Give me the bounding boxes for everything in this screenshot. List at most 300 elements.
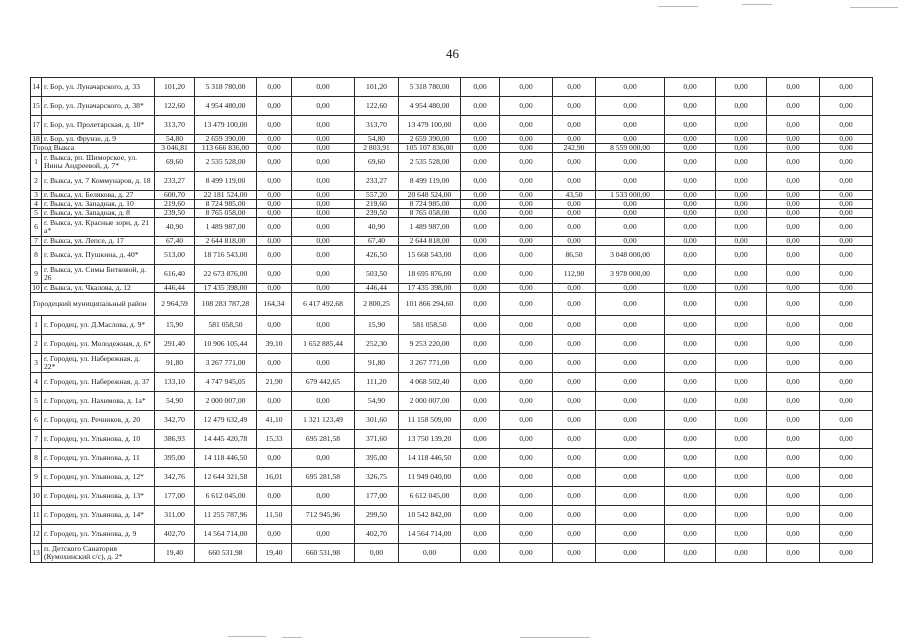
value-cell: 0,00 xyxy=(257,218,292,237)
value-cell: 0,00 xyxy=(292,144,355,153)
value-cell: 91,80 xyxy=(155,354,195,373)
row-number: 4 xyxy=(31,373,42,392)
value-cell: 0,00 xyxy=(820,373,873,392)
value-cell: 0,00 xyxy=(716,191,767,200)
value-cell: 0,00 xyxy=(820,153,873,172)
value-cell: 0,00 xyxy=(820,172,873,191)
value-cell: 446,44 xyxy=(355,284,399,293)
value-cell: 0,00 xyxy=(716,200,767,209)
value-cell: 133,10 xyxy=(155,373,195,392)
row-number: 6 xyxy=(31,411,42,430)
value-cell: 0,00 xyxy=(292,525,355,544)
value-cell: 5 318 780,00 xyxy=(399,78,461,97)
value-cell: 0,00 xyxy=(716,449,767,468)
address-cell: г. Выкса, ул. Пушкина, д. 40* xyxy=(42,246,155,265)
value-cell: 342,76 xyxy=(155,468,195,487)
value-cell: 3 048 000,00 xyxy=(596,246,665,265)
value-cell: 0,00 xyxy=(500,135,553,144)
value-cell: 0,00 xyxy=(665,97,716,116)
value-cell: 291,40 xyxy=(155,335,195,354)
value-cell: 712 945,96 xyxy=(292,506,355,525)
value-cell: 8 499 119,00 xyxy=(195,172,257,191)
value-cell: 0,00 xyxy=(257,392,292,411)
value-cell: 122,60 xyxy=(155,97,195,116)
value-cell: 22 181 524,00 xyxy=(195,191,257,200)
value-cell: 0,00 xyxy=(500,191,553,200)
value-cell: 0,00 xyxy=(500,78,553,97)
value-cell: 105 107 836,00 xyxy=(399,144,461,153)
value-cell: 0,00 xyxy=(292,237,355,246)
table-row xyxy=(31,449,873,468)
value-cell: 0,00 xyxy=(596,153,665,172)
value-cell: 0,00 xyxy=(665,135,716,144)
value-cell: 0,00 xyxy=(596,116,665,135)
value-cell: 54,90 xyxy=(155,392,195,411)
value-cell: 39,10 xyxy=(257,335,292,354)
value-cell: 0,00 xyxy=(553,525,596,544)
value-cell: 0,00 xyxy=(292,284,355,293)
address-cell: г. Городец, ул. Д.Маслова, д. 9* xyxy=(42,316,155,335)
value-cell: 0,00 xyxy=(553,237,596,246)
value-cell: 0,00 xyxy=(292,246,355,265)
value-cell: 342,70 xyxy=(155,411,195,430)
value-cell: 113 666 836,00 xyxy=(195,144,257,153)
value-cell: 446,44 xyxy=(155,284,195,293)
table-row xyxy=(31,284,873,293)
value-cell: 0,00 xyxy=(820,430,873,449)
value-cell: 0,00 xyxy=(665,430,716,449)
table-row xyxy=(31,97,873,116)
value-cell: 0,00 xyxy=(665,172,716,191)
value-cell: 1 533 000,00 xyxy=(596,191,665,200)
value-cell: 11,50 xyxy=(257,506,292,525)
subtotal-row xyxy=(31,144,873,153)
table-row xyxy=(31,506,873,525)
value-cell: 0,00 xyxy=(665,506,716,525)
address-cell: г. Выкса, ул. Красные зори, д. 21 а* xyxy=(42,218,155,237)
value-cell: 101 866 294,60 xyxy=(399,293,461,316)
value-cell: 0,00 xyxy=(665,116,716,135)
value-cell: 0,00 xyxy=(257,284,292,293)
value-cell: 0,00 xyxy=(500,430,553,449)
value-cell: 43,50 xyxy=(553,191,596,200)
value-cell: 0,00 xyxy=(820,116,873,135)
address-cell: г. Выкса, ул. Чкалова, д. 12 xyxy=(42,284,155,293)
value-cell: 3 046,81 xyxy=(155,144,195,153)
value-cell: 0,00 xyxy=(665,144,716,153)
value-cell: 12 479 632,49 xyxy=(195,411,257,430)
table-row xyxy=(31,153,873,172)
value-cell: 0,00 xyxy=(716,487,767,506)
row-number: 1 xyxy=(31,153,42,172)
value-cell: 3 978 000,00 xyxy=(596,265,665,284)
value-cell: 0,00 xyxy=(665,335,716,354)
value-cell: 0,00 xyxy=(257,487,292,506)
address-cell: г. Городец, ул. Набережная, д. 37 xyxy=(42,373,155,392)
table-row xyxy=(31,172,873,191)
value-cell: 12 644 321,58 xyxy=(195,468,257,487)
value-cell: 0,00 xyxy=(596,373,665,392)
value-cell: 0,00 xyxy=(820,246,873,265)
value-cell: 91,80 xyxy=(355,354,399,373)
value-cell: 0,00 xyxy=(500,209,553,218)
value-cell: 0,00 xyxy=(596,209,665,218)
value-cell: 0,00 xyxy=(257,316,292,335)
value-cell: 0,00 xyxy=(500,246,553,265)
row-number: 4 xyxy=(31,200,42,209)
value-cell: 0,00 xyxy=(767,392,820,411)
value-cell: 0,00 xyxy=(767,544,820,563)
district-name: Город Выкса xyxy=(31,144,155,153)
value-cell: 0,00 xyxy=(716,144,767,153)
value-cell: 4 747 945,05 xyxy=(195,373,257,392)
value-cell: 0,00 xyxy=(665,153,716,172)
value-cell: 0,00 xyxy=(461,209,500,218)
value-cell: 0,00 xyxy=(553,200,596,209)
row-number: 6 xyxy=(31,218,42,237)
row-number: 10 xyxy=(32,283,40,292)
value-cell: 0,00 xyxy=(665,468,716,487)
value-cell: 0,00 xyxy=(596,487,665,506)
value-cell: 0,00 xyxy=(820,265,873,284)
value-cell: 0,00 xyxy=(665,265,716,284)
address-cell: г. Городец, ул. Ульянова, д. 13* xyxy=(42,487,155,506)
value-cell: 8 765 058,00 xyxy=(195,209,257,218)
value-cell: 386,93 xyxy=(155,430,195,449)
value-cell: 0,00 xyxy=(553,135,596,144)
value-cell: 311,00 xyxy=(155,506,195,525)
district-name: Городецкий муниципальный район xyxy=(31,293,155,316)
value-cell: 122,60 xyxy=(355,97,399,116)
value-cell: 0,00 xyxy=(461,373,500,392)
value-cell: 0,00 xyxy=(596,293,665,316)
value-cell: 0,00 xyxy=(820,200,873,209)
value-cell: 0,00 xyxy=(596,200,665,209)
value-cell: 69,60 xyxy=(155,153,195,172)
value-cell: 0,00 xyxy=(665,246,716,265)
value-cell: 0,00 xyxy=(767,116,820,135)
value-cell: 164,34 xyxy=(257,293,292,316)
address-cell: г. Бор, ул. Фрунзе, д. 9 xyxy=(42,135,155,144)
row-number: 3 xyxy=(31,191,42,200)
value-cell: 0,00 xyxy=(596,284,665,293)
value-cell: 695 281,58 xyxy=(292,430,355,449)
value-cell: 0,00 xyxy=(820,209,873,218)
value-cell: 0,00 xyxy=(500,200,553,209)
value-cell: 0,00 xyxy=(461,544,500,563)
value-cell: 0,00 xyxy=(461,468,500,487)
value-cell: 0,00 xyxy=(767,209,820,218)
value-cell: 0,00 xyxy=(553,78,596,97)
value-cell: 695 281,58 xyxy=(292,468,355,487)
value-cell: 0,00 xyxy=(596,135,665,144)
row-number: 8 xyxy=(31,449,42,468)
value-cell: 3 267 771,00 xyxy=(399,354,461,373)
value-cell: 0,00 xyxy=(257,78,292,97)
table-row xyxy=(31,78,873,97)
value-cell: 0,00 xyxy=(716,97,767,116)
value-cell: 0,00 xyxy=(355,544,399,563)
row-number: 7 xyxy=(31,237,42,246)
page-number: 46 xyxy=(446,46,459,61)
value-cell: 6 417 492,68 xyxy=(292,293,355,316)
value-cell: 0,00 xyxy=(767,265,820,284)
value-cell: 3 267 771,00 xyxy=(195,354,257,373)
value-cell: 8 559 000,00 xyxy=(596,144,665,153)
value-cell: 0,00 xyxy=(767,354,820,373)
value-cell: 86,50 xyxy=(553,246,596,265)
value-cell: 2 644 818,00 xyxy=(195,237,257,246)
value-cell: 0,00 xyxy=(292,135,355,144)
value-cell: 0,00 xyxy=(767,172,820,191)
value-cell: 0,00 xyxy=(461,172,500,191)
table-row xyxy=(31,209,873,218)
value-cell: 19,40 xyxy=(155,544,195,563)
value-cell: 0,00 xyxy=(665,209,716,218)
value-cell: 0,00 xyxy=(500,284,553,293)
value-cell: 0,00 xyxy=(767,449,820,468)
value-cell: 0,00 xyxy=(500,449,553,468)
table-row xyxy=(31,237,873,246)
table-row xyxy=(31,246,873,265)
value-cell: 616,40 xyxy=(155,265,195,284)
address-cell: г. Городец, ул. Ульянова, д. 10 xyxy=(42,430,155,449)
value-cell: 0,00 xyxy=(500,97,553,116)
value-cell: 0,00 xyxy=(500,468,553,487)
value-cell: 9 253 220,00 xyxy=(399,335,461,354)
value-cell: 0,00 xyxy=(665,487,716,506)
value-cell: 0,00 xyxy=(257,209,292,218)
value-cell: 0,00 xyxy=(553,209,596,218)
value-cell: 0,00 xyxy=(553,430,596,449)
value-cell: 0,00 xyxy=(596,335,665,354)
value-cell: 0,00 xyxy=(292,191,355,200)
value-cell: 0,00 xyxy=(596,449,665,468)
value-cell: 0,00 xyxy=(461,411,500,430)
table-row xyxy=(31,430,873,449)
value-cell: 13 479 100,00 xyxy=(399,116,461,135)
scan-edge-line-top-far xyxy=(850,7,898,8)
value-cell: 0,00 xyxy=(716,392,767,411)
value-cell: 0,00 xyxy=(257,449,292,468)
row-number: 2 xyxy=(31,172,42,191)
value-cell: 0,00 xyxy=(716,116,767,135)
row-number: 8 xyxy=(31,246,42,265)
value-cell: 0,00 xyxy=(257,237,292,246)
value-cell: 0,00 xyxy=(820,218,873,237)
value-cell: 402,70 xyxy=(155,525,195,544)
value-cell: 301,60 xyxy=(355,411,399,430)
value-cell: 5 318 780,00 xyxy=(195,78,257,97)
value-cell: 0,00 xyxy=(767,468,820,487)
value-cell: 2 659 390,00 xyxy=(195,135,257,144)
value-cell: 0,00 xyxy=(716,316,767,335)
value-cell: 8 765 058,00 xyxy=(399,209,461,218)
value-cell: 2 000 007,00 xyxy=(195,392,257,411)
value-cell: 581 058,50 xyxy=(399,316,461,335)
value-cell: 17 435 398,00 xyxy=(399,284,461,293)
value-cell: 0,00 xyxy=(596,392,665,411)
value-cell: 239,50 xyxy=(355,209,399,218)
value-cell: 0,00 xyxy=(461,506,500,525)
address-cell: п. Детского Санатория (Кумохинский с/с), д. 2* xyxy=(42,544,155,563)
value-cell: 18 695 876,00 xyxy=(399,265,461,284)
value-cell: 0,00 xyxy=(767,525,820,544)
value-cell: 0,00 xyxy=(716,525,767,544)
table-row xyxy=(31,411,873,430)
value-cell: 0,00 xyxy=(716,506,767,525)
value-cell: 600,70 xyxy=(155,191,195,200)
value-cell: 0,00 xyxy=(665,373,716,392)
value-cell: 0,00 xyxy=(716,544,767,563)
value-cell: 0,00 xyxy=(553,316,596,335)
value-cell: 660 531,98 xyxy=(292,544,355,563)
value-cell: 0,00 xyxy=(500,218,553,237)
value-cell: 0,00 xyxy=(292,449,355,468)
value-cell: 0,00 xyxy=(665,293,716,316)
value-cell: 299,50 xyxy=(355,506,399,525)
value-cell: 0,00 xyxy=(767,97,820,116)
value-cell: 8 499 119,00 xyxy=(399,172,461,191)
value-cell: 0,00 xyxy=(716,293,767,316)
value-cell: 0,00 xyxy=(767,78,820,97)
row-number: 12 xyxy=(31,525,42,544)
value-cell: 1 652 885,44 xyxy=(292,335,355,354)
value-cell: 0,00 xyxy=(553,218,596,237)
value-cell: 0,00 xyxy=(820,411,873,430)
value-cell: 111,20 xyxy=(355,373,399,392)
value-cell: 11 255 787,96 xyxy=(195,506,257,525)
value-cell: 0,00 xyxy=(767,373,820,392)
value-cell: 0,00 xyxy=(553,449,596,468)
value-cell: 20 648 524,00 xyxy=(399,191,461,200)
address-cell: г. Городец, ул. Ульянова, д. 14* xyxy=(42,506,155,525)
row-number: 1 xyxy=(31,316,42,335)
value-cell: 15,90 xyxy=(155,316,195,335)
value-cell: 41,10 xyxy=(257,411,292,430)
value-cell: 21,90 xyxy=(257,373,292,392)
value-cell: 0,00 xyxy=(461,316,500,335)
value-cell: 6 612 045,00 xyxy=(195,487,257,506)
address-cell: г. Городец, ул. Ульянова, д. 9 xyxy=(42,525,155,544)
value-cell: 10 906 105,44 xyxy=(195,335,257,354)
value-cell: 0,00 xyxy=(461,144,500,153)
subtotal-row xyxy=(31,293,873,316)
value-cell: 0,00 xyxy=(553,172,596,191)
value-cell: 0,00 xyxy=(461,200,500,209)
value-cell: 0,00 xyxy=(257,153,292,172)
row-number: 7 xyxy=(31,430,42,449)
value-cell: 0,00 xyxy=(292,392,355,411)
scan-edge-line-bottom-2 xyxy=(282,637,302,638)
value-cell: 402,70 xyxy=(355,525,399,544)
value-cell: 0,00 xyxy=(553,506,596,525)
value-cell: 0,00 xyxy=(767,191,820,200)
value-cell: 313,70 xyxy=(155,116,195,135)
value-cell: 0,00 xyxy=(716,335,767,354)
value-cell: 0,00 xyxy=(716,78,767,97)
address-cell: г. Городец, ул. Речников, д. 20 xyxy=(42,411,155,430)
value-cell: 0,00 xyxy=(596,237,665,246)
scan-edge-line-top-right xyxy=(658,6,698,7)
value-cell: 0,00 xyxy=(257,525,292,544)
value-cell: 326,75 xyxy=(355,468,399,487)
value-cell: 0,00 xyxy=(767,506,820,525)
value-cell: 0,00 xyxy=(461,525,500,544)
value-cell: 0,00 xyxy=(461,97,500,116)
value-cell: 0,00 xyxy=(461,116,500,135)
row-number: 9 xyxy=(31,468,42,487)
table-row xyxy=(31,544,873,563)
value-cell: 14 118 446,50 xyxy=(399,449,461,468)
value-cell: 2 644 818,00 xyxy=(399,237,461,246)
value-cell: 0,00 xyxy=(820,525,873,544)
value-cell: 679 442,65 xyxy=(292,373,355,392)
value-cell: 0,00 xyxy=(461,354,500,373)
address-cell: г. Бор, ул. Луначарского, д. 33 xyxy=(42,78,155,97)
value-cell: 0,00 xyxy=(716,209,767,218)
row-number: 2 xyxy=(31,335,42,354)
value-cell: 0,00 xyxy=(716,411,767,430)
value-cell: 0,00 xyxy=(767,200,820,209)
value-cell: 177,00 xyxy=(155,487,195,506)
value-cell: 0,00 xyxy=(716,153,767,172)
value-cell: 101,20 xyxy=(155,78,195,97)
table-row xyxy=(31,135,873,144)
table-row xyxy=(31,468,873,487)
value-cell: 0,00 xyxy=(257,191,292,200)
value-cell: 0,00 xyxy=(292,200,355,209)
value-cell: 313,70 xyxy=(355,116,399,135)
value-cell: 0,00 xyxy=(767,316,820,335)
value-cell: 0,00 xyxy=(500,544,553,563)
value-cell: 0,00 xyxy=(553,116,596,135)
row-number: 3 xyxy=(31,354,42,373)
row-number: 5 xyxy=(31,209,42,218)
value-cell: 0,00 xyxy=(553,373,596,392)
value-cell: 0,00 xyxy=(716,354,767,373)
value-cell: 54,80 xyxy=(155,135,195,144)
value-cell: 10 542 842,00 xyxy=(399,506,461,525)
value-cell: 0,00 xyxy=(257,144,292,153)
value-cell: 0,00 xyxy=(461,265,500,284)
table-row xyxy=(31,392,873,411)
value-cell: 0,00 xyxy=(767,153,820,172)
value-cell: 0,00 xyxy=(596,97,665,116)
table-row xyxy=(31,116,873,135)
value-cell: 0,00 xyxy=(820,316,873,335)
value-cell: 0,00 xyxy=(665,78,716,97)
value-cell: 0,00 xyxy=(596,354,665,373)
value-cell: 19,40 xyxy=(257,544,292,563)
value-cell: 40,90 xyxy=(155,218,195,237)
value-cell: 252,30 xyxy=(355,335,399,354)
value-cell: 2 535 528,00 xyxy=(399,153,461,172)
value-cell: 4 954 480,00 xyxy=(399,97,461,116)
table-row xyxy=(31,335,873,354)
address-cell: г. Бор, ул. Пролетарская, д. 10* xyxy=(42,116,155,135)
value-cell: 16,01 xyxy=(257,468,292,487)
value-cell: 11 158 509,00 xyxy=(399,411,461,430)
value-cell: 0,00 xyxy=(500,487,553,506)
value-cell: 0,00 xyxy=(820,191,873,200)
row-number: 14 xyxy=(31,78,42,97)
address-cell: г. Выкса, ул. Западная, д. 10 xyxy=(42,200,155,209)
value-cell: 0,00 xyxy=(292,218,355,237)
row-number: 17 xyxy=(31,116,42,135)
address-cell: г. Городец, ул. Нахимова, д. 1а* xyxy=(42,392,155,411)
value-cell: 0,00 xyxy=(500,525,553,544)
